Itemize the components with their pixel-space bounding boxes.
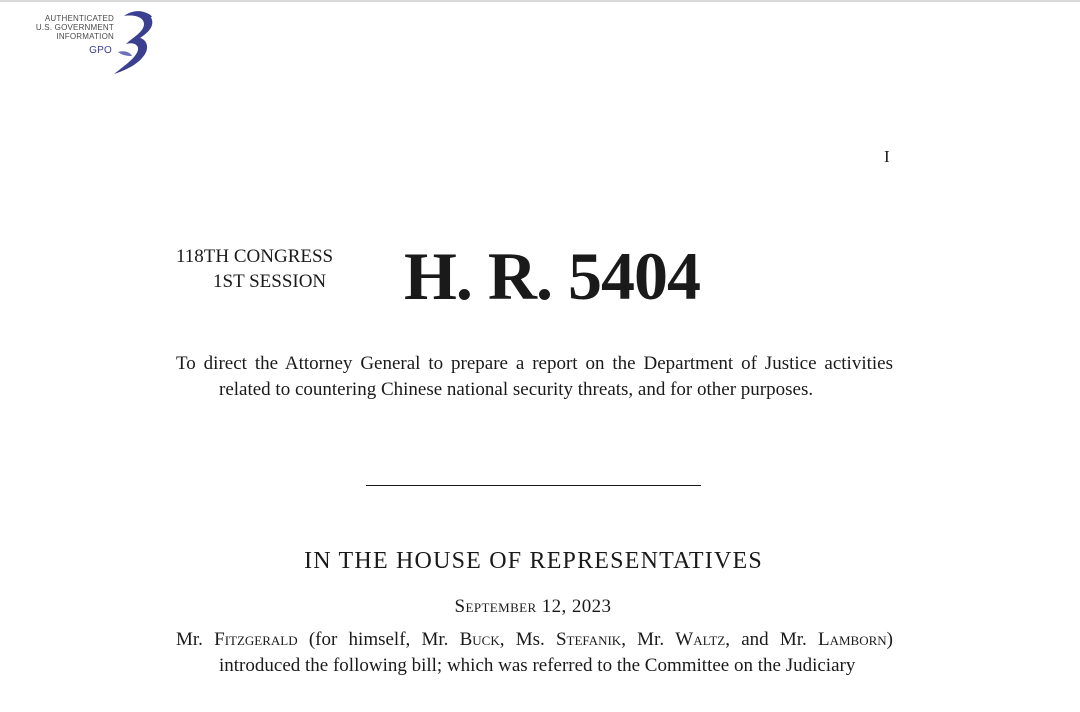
session-number: 1ST SESSION xyxy=(213,271,327,292)
congress-session-block xyxy=(176,244,376,294)
chamber-heading xyxy=(0,546,1080,576)
cosponsor-name: Buck xyxy=(459,629,500,650)
seal-text-line-3: INFORMATION xyxy=(56,32,114,41)
chamber-heading-text: IN THE HOUSE OF REPRESENTATIVES xyxy=(304,548,763,574)
cosponsor-name: Lamborn xyxy=(817,629,887,650)
introduction-date: September 12, 2023 xyxy=(454,596,612,617)
seal-text-gpo: GPO xyxy=(89,45,112,56)
sponsor-name: Fitzgerald xyxy=(214,629,298,650)
intro-text-4: , Mr. xyxy=(621,629,676,650)
section-divider xyxy=(366,485,701,486)
gpo-authentication-seal xyxy=(22,8,158,76)
seal-text-line-1: AUTHENTICATED xyxy=(44,14,114,23)
intro-text-1: Mr. xyxy=(176,629,215,650)
cosponsor-name: Stefanik xyxy=(555,629,622,650)
intro-text-6: ) introduced the following bill; which was referred to the Committee on the Judiciary xyxy=(219,629,893,676)
seal-text-line-2: U.S. GOVERNMENT xyxy=(35,23,114,32)
introduction-statement xyxy=(176,627,893,679)
bill-version-mark: I xyxy=(884,147,890,166)
intro-text-5: , and Mr. xyxy=(725,629,818,650)
intro-text-3: , Ms. xyxy=(499,629,556,650)
gpo-eagle-icon xyxy=(110,8,158,76)
cosponsor-name: Waltz xyxy=(675,629,726,650)
intro-text-2: (for himself, Mr. xyxy=(297,629,460,650)
top-rule xyxy=(0,0,1080,2)
bill-purpose: To direct the Attorney General to prepare a report on the Department of Justice activities related to countering Chinese national security threats, and for other purposes. xyxy=(176,353,893,400)
congress-number: 118TH CONGRESS xyxy=(176,246,334,267)
bill-number: H. R. 5404 xyxy=(404,238,700,314)
